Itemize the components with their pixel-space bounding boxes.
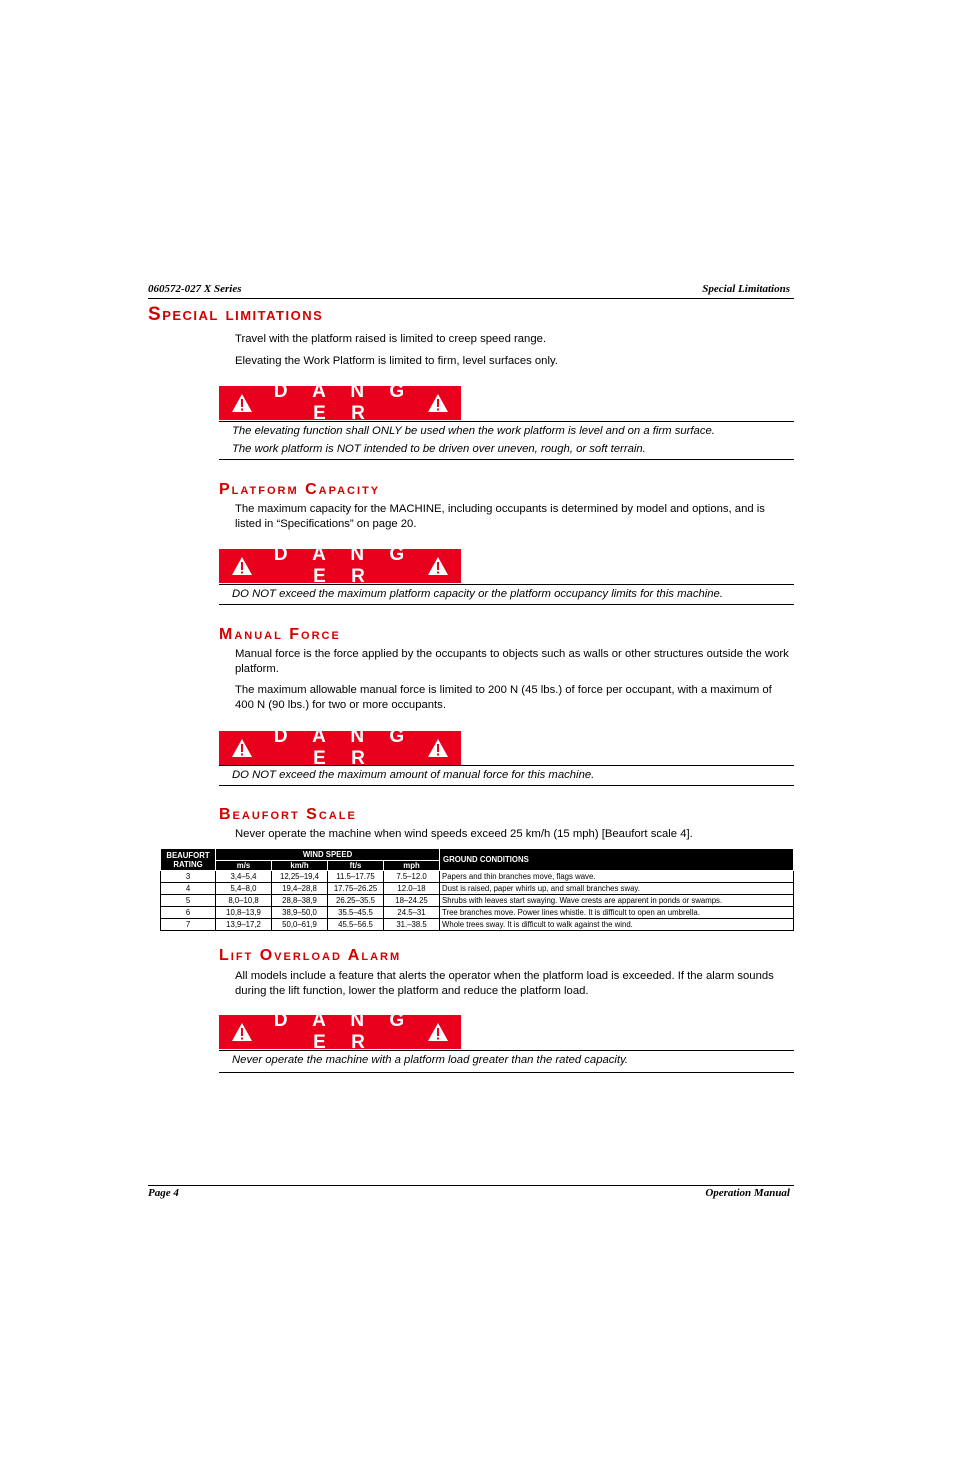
warning-triangle-icon	[427, 1022, 449, 1042]
beaufort-para: Never operate the machine when wind speeds exceed 25 km/h (15 mph) [Beaufort scale 4].	[235, 828, 693, 840]
cell-ms: 8,0–10,8	[216, 895, 272, 907]
cell-rating: 6	[161, 907, 216, 919]
cell-ms: 13,9–17,2	[216, 919, 272, 931]
footer-manual-title: Operation Manual	[705, 1187, 790, 1199]
cell-kmh: 28,8–38,9	[272, 895, 328, 907]
cell-kmh: 12,25–19,4	[272, 871, 328, 883]
danger-rule-bottom	[219, 1072, 794, 1073]
table-row	[161, 895, 794, 907]
danger-text: The work platform is NOT intended to be driven over uneven, rough, or soft terrain.	[232, 443, 646, 455]
danger-word: D A N G E R	[273, 381, 415, 424]
cell-fts: 35.5–45.5	[328, 907, 384, 919]
section-title-special-limitations: Special limitations	[148, 304, 324, 325]
column-header-wind-speed: WIND SPEED	[216, 849, 440, 861]
table-row	[161, 907, 794, 919]
table-row	[161, 871, 794, 883]
cell-ms: 3,4–5,4	[216, 871, 272, 883]
warning-triangle-icon	[231, 1022, 253, 1042]
cell-fts: 17.75–26.25	[328, 883, 384, 895]
column-header-ms: m/s	[216, 861, 272, 871]
special-para-1: Travel with the platform raised is limited to creep speed range.	[235, 333, 547, 345]
danger-rule-bottom	[219, 785, 794, 786]
danger-text: DO NOT exceed the maximum amount of manual force for this machine.	[232, 769, 595, 781]
danger-banner	[219, 381, 461, 424]
cell-ground: Dust is raised, paper whirls up, and small branches sway.	[440, 883, 794, 895]
warning-triangle-icon	[231, 556, 253, 576]
subsection-title-lift-overload-alarm: Lift Overload Alarm	[219, 947, 402, 964]
footer-rule	[148, 1185, 794, 1186]
cell-rating: 3	[161, 871, 216, 883]
table-row	[161, 919, 794, 931]
cell-fts: 45.5–56.5	[328, 919, 384, 931]
danger-text: The elevating function shall ONLY be used when the work platform is level and on a firm surface.	[232, 425, 715, 437]
danger-word: D A N G E R	[273, 1010, 415, 1053]
cell-ground: Shrubs with leaves start swaying. Wave crests are apparent in ponds or swamps.	[440, 895, 794, 907]
capacity-para: The maximum capacity for the MACHINE, including occupants is determined by model and options, and is listed in “Specifications” on page 20.	[235, 503, 765, 530]
column-header-fts: ft/s	[328, 861, 384, 871]
danger-text: Never operate the machine with a platform load greater than the rated capacity.	[232, 1054, 629, 1066]
cell-kmh: 19,4–28,8	[272, 883, 328, 895]
cell-ground: Tree branches move. Power lines whistle. It is difficult to open an umbrella.	[440, 907, 794, 919]
danger-rule-bottom	[219, 459, 794, 460]
column-header-rating: BEAUFORT RATING	[161, 849, 216, 871]
cell-fts: 26.25–35.5	[328, 895, 384, 907]
danger-word: D A N G E R	[273, 726, 415, 769]
subsection-title-beaufort-scale: Beaufort Scale	[219, 806, 357, 823]
cell-rating: 4	[161, 883, 216, 895]
beaufort-table	[160, 848, 794, 931]
danger-banner	[219, 1010, 461, 1053]
header-section: Special Limitations	[702, 283, 790, 295]
danger-word: D A N G E R	[273, 544, 415, 587]
cell-ms: 10,8–13,9	[216, 907, 272, 919]
warning-triangle-icon	[427, 738, 449, 758]
column-header-kmh: km/h	[272, 861, 328, 871]
danger-rule-bottom	[219, 604, 794, 605]
manual-para-2: The maximum allowable manual force is limited to 200 N (45 lbs.) of force per occupant, with a maximum of 400 N (90 lbs.) for two or more occupants.	[235, 684, 772, 711]
cell-kmh: 38,9–50,0	[272, 907, 328, 919]
cell-kmh: 50,0–61,9	[272, 919, 328, 931]
danger-text: DO NOT exceed the maximum platform capacity or the platform occupancy limits for this machine.	[232, 588, 723, 600]
danger-banner	[219, 544, 461, 587]
cell-ground: Papers and thin branches move, flags wave.	[440, 871, 794, 883]
cell-mph: 18–24.25	[384, 895, 440, 907]
header-rule	[148, 298, 794, 299]
alarm-para: All models include a feature that alerts the operator when the platform load is exceeded. If the alarm sounds during the lift function, lower the platform and reduce the platform load.	[235, 970, 774, 997]
cell-mph: 7.5–12.0	[384, 871, 440, 883]
special-para-2: Elevating the Work Platform is limited to firm, level surfaces only.	[235, 355, 558, 367]
subsection-title-manual-force: Manual Force	[219, 626, 341, 643]
table-row	[161, 883, 794, 895]
cell-mph: 12.0–18	[384, 883, 440, 895]
cell-fts: 11.5–17.75	[328, 871, 384, 883]
warning-triangle-icon	[231, 738, 253, 758]
warning-triangle-icon	[427, 393, 449, 413]
cell-mph: 31.–38.5	[384, 919, 440, 931]
column-header-ground-conditions: GROUND CONDITIONS	[440, 849, 794, 871]
subsection-title-platform-capacity: Platform Capacity	[219, 481, 381, 498]
footer-page-number: Page 4	[148, 1187, 179, 1199]
cell-ms: 5,4–8,0	[216, 883, 272, 895]
warning-triangle-icon	[231, 393, 253, 413]
cell-mph: 24.5–31	[384, 907, 440, 919]
header-series: 060572-027 X Series	[148, 283, 242, 295]
danger-banner	[219, 726, 461, 769]
cell-ground: Whole trees sway. It is difficult to walk against the wind.	[440, 919, 794, 931]
warning-triangle-icon	[427, 556, 449, 576]
column-header-mph: mph	[384, 861, 440, 871]
cell-rating: 5	[161, 895, 216, 907]
cell-rating: 7	[161, 919, 216, 931]
manual-para-1: Manual force is the force applied by the occupants to objects such as walls or other structures outside the work platform.	[235, 648, 789, 675]
